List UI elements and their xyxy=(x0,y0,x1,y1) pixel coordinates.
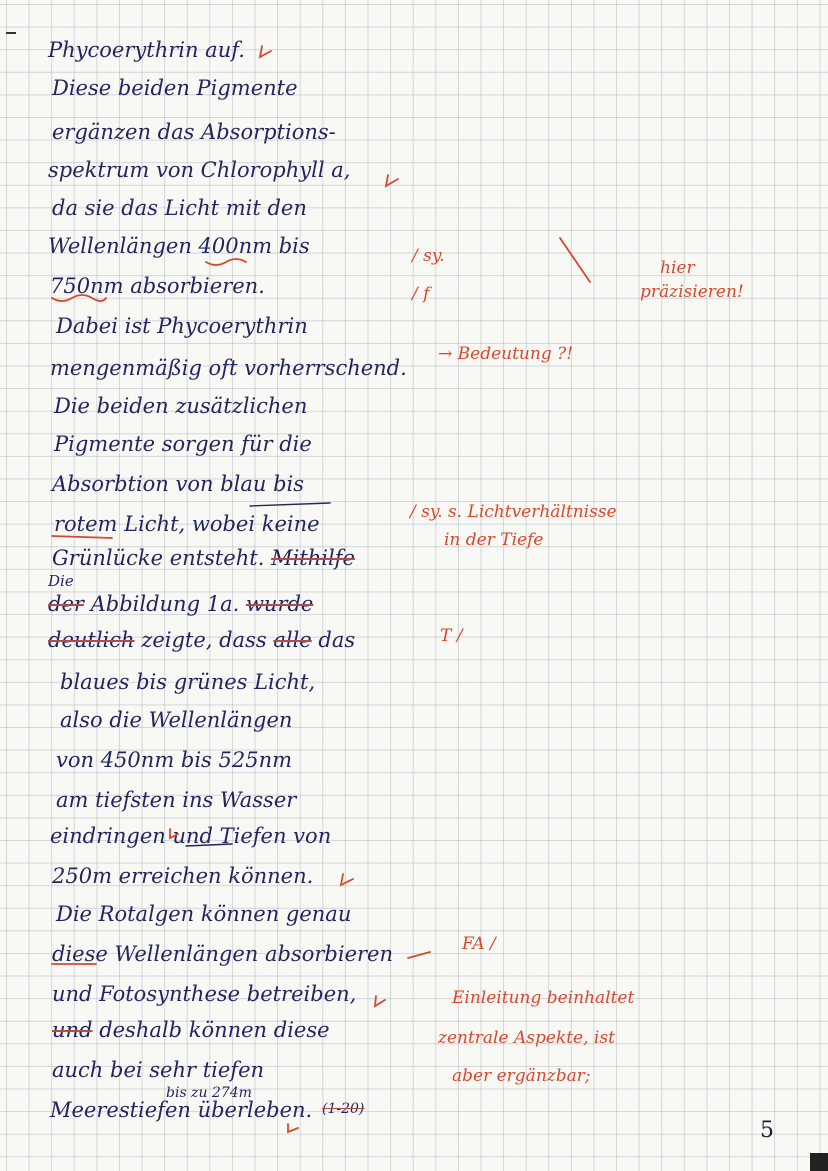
text-line-18: also die Wellenlängen xyxy=(60,708,293,732)
text-line-26-main: deshalb können diese xyxy=(99,1018,330,1042)
text-line-16 xyxy=(48,630,355,651)
page-number: 5 xyxy=(760,1118,774,1143)
text-line-15 xyxy=(48,594,313,615)
text-line-4: spektrum von Chlorophyll a, xyxy=(48,158,351,182)
text-line-15-main: Abbildung 1a. xyxy=(90,592,240,616)
text-line-16-struck-a: deutlich xyxy=(48,628,135,652)
text-line-14-main: Grünlücke entsteht. xyxy=(52,546,265,570)
connector-line xyxy=(408,952,430,958)
text-line-17: blaues bis grünes Licht, xyxy=(60,670,316,694)
comment-line-2: zentrale Aspekte, ist xyxy=(438,1028,615,1048)
underline-rotem xyxy=(52,536,112,538)
text-line-5: da sie das Licht mit den xyxy=(52,196,307,220)
text-line-10: Die beiden zusätzlichen xyxy=(54,394,308,418)
text-line-27: auch bei sehr tiefen xyxy=(52,1058,265,1082)
comment-line-1: Einleitung beinhaltet xyxy=(452,988,635,1008)
check-mark-5 xyxy=(288,1124,298,1132)
text-line-1: Phycoerythrin auf. xyxy=(48,38,245,62)
text-line-3: ergänzen das Absorptions- xyxy=(52,120,336,144)
text-line-26-struck: und xyxy=(52,1018,93,1042)
check-mark-3 xyxy=(341,874,353,885)
text-line-14-struck: Mithilfe xyxy=(271,546,355,570)
text-line-14 xyxy=(52,548,355,569)
page-corner-mark xyxy=(810,1153,828,1171)
text-line-13: rotem Licht, wobei keine xyxy=(54,512,320,536)
correction-praezisieren: präzisieren! xyxy=(640,282,744,302)
correction-t: T / xyxy=(440,626,463,646)
text-line-20: am tiefsten ins Wasser xyxy=(56,788,297,812)
correction-fa: FA / xyxy=(462,934,496,954)
correction-hier: hier xyxy=(660,258,695,278)
comment-line-3: aber ergänzbar; xyxy=(452,1066,591,1086)
correction-lichtverhaeltnisse: / sy. s. Lichtverhältnisse xyxy=(410,502,617,522)
text-line-29: Meerestiefen überleben. xyxy=(50,1098,313,1122)
text-line-11: Pigmente sorgen für die xyxy=(54,432,312,456)
line-range-note: (1-20) xyxy=(322,1101,365,1117)
text-line-23: Die Rotalgen können genau xyxy=(56,902,352,926)
check-mark-1 xyxy=(260,46,271,57)
text-line-19: von 450nm bis 525nm xyxy=(56,748,293,772)
text-line-2: Diese beiden Pigmente xyxy=(52,76,298,100)
text-line-22: 250m erreichen können. xyxy=(52,864,314,888)
text-line-24: diese Wellenlängen absorbieren xyxy=(52,942,393,966)
text-line-15-struck-b: wurde xyxy=(245,592,314,616)
text-line-6: Wellenlängen 400nm bis xyxy=(48,234,310,258)
text-line-16-struck-b: alle xyxy=(273,628,312,652)
underline-wavy-1 xyxy=(206,259,246,265)
slash-mark xyxy=(560,238,590,282)
text-line-16-main: zeigte, dass xyxy=(141,628,267,652)
underline-blue-1 xyxy=(250,503,330,506)
text-line-26 xyxy=(52,1020,330,1041)
margin-dash xyxy=(6,32,16,34)
text-line-16-end: das xyxy=(318,628,356,652)
text-line-9: mengenmäßig oft vorherrschend. xyxy=(50,356,407,380)
check-mark-4 xyxy=(375,996,385,1006)
text-line-7: 750nm absorbieren. xyxy=(50,274,265,298)
correction-f: / f xyxy=(412,284,430,304)
correction-tiefe: in der Tiefe xyxy=(444,530,544,550)
text-line-28-insert: bis zu 274m xyxy=(166,1085,252,1101)
check-mark-2 xyxy=(386,175,398,186)
text-line-15-struck-a: der xyxy=(48,592,84,616)
text-line-15-insert: Die xyxy=(48,572,74,590)
text-line-12: Absorbtion von blau bis xyxy=(52,472,305,496)
text-line-21: eindringen und Tiefen von xyxy=(50,824,332,848)
text-line-8: Dabei ist Phycoerythrin xyxy=(56,314,308,338)
text-line-25: und Fotosynthese betreiben, xyxy=(52,982,357,1006)
correction-bedeutung: → Bedeutung ?! xyxy=(438,344,574,364)
correction-sy-1: / sy. xyxy=(412,246,445,266)
